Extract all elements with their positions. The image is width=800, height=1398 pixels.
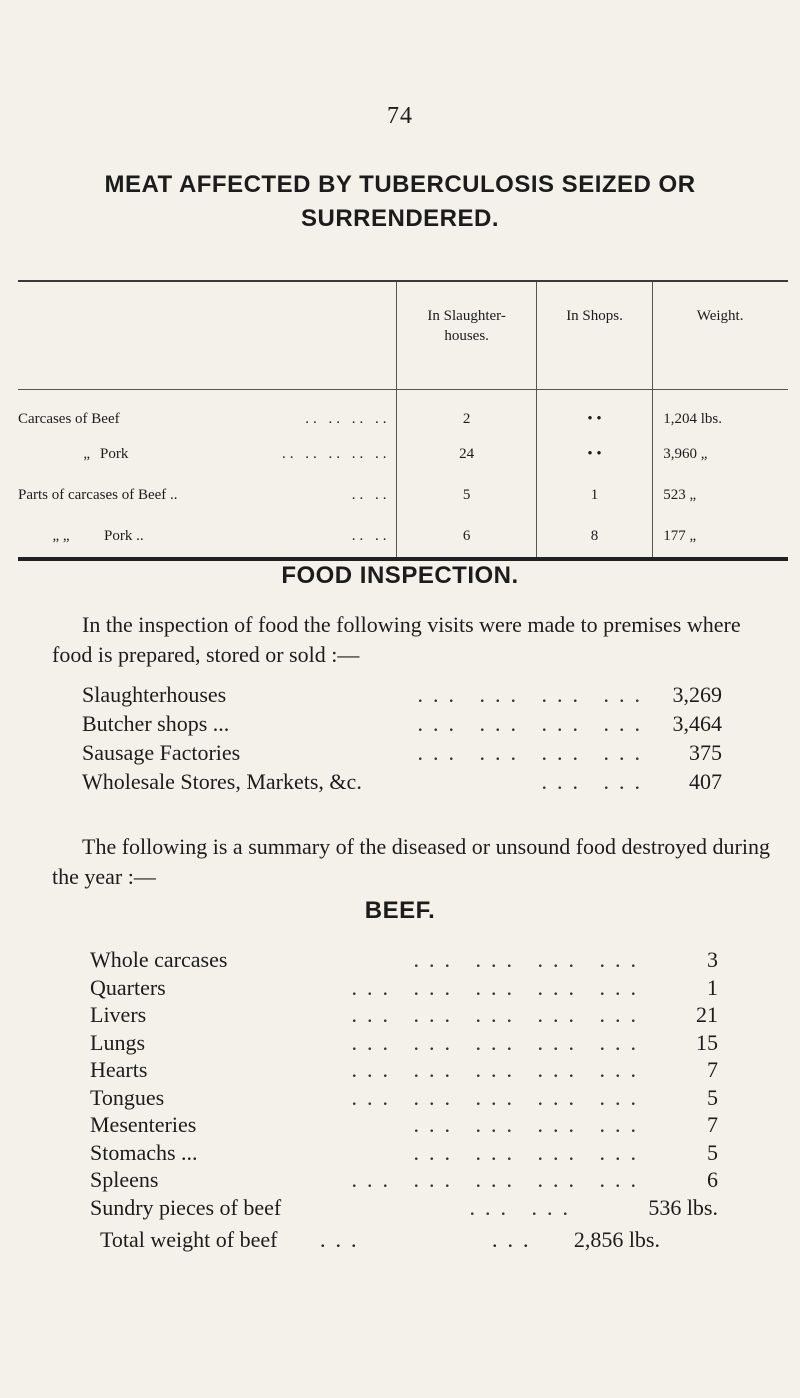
list-item <box>90 1084 718 1112</box>
page-title <box>0 168 800 236</box>
list-item <box>82 738 722 767</box>
list-item <box>90 974 718 1002</box>
leader-dots: .. .. .. .. .. <box>281 446 391 462</box>
visit-count: 3,464 <box>672 711 722 736</box>
item-label: Quarters <box>90 974 166 1000</box>
beef-list <box>90 946 718 1221</box>
visit-label: Butcher shops ... <box>82 711 230 736</box>
list-item <box>82 709 722 738</box>
item-label: Spleens <box>90 1167 159 1192</box>
page-number: 74 <box>387 103 413 129</box>
item-value: 21 <box>696 1002 718 1027</box>
item-label: Lungs <box>90 1029 145 1055</box>
list-item <box>90 1111 718 1139</box>
item-label: Sundry pieces of beef <box>90 1194 282 1220</box>
leader-dots: ... ... ... ... <box>413 1112 646 1137</box>
list-item <box>90 1056 718 1084</box>
cell-weight: 177 „ <box>653 516 788 559</box>
header-slaughterhouses: In Slaughter- houses. <box>397 281 536 390</box>
item-label: Hearts <box>90 1057 148 1082</box>
item-value: 3 <box>707 947 718 972</box>
cell-slaughterhouses: 2 <box>397 390 536 435</box>
leader-dots: .. .. <box>351 487 391 503</box>
cell-shops: 1 <box>536 475 652 516</box>
visits-list <box>82 680 722 796</box>
item-value: 1 <box>707 974 718 1000</box>
leader-dots: ... ... ... ... ... <box>351 974 646 1000</box>
header-label-cell <box>18 281 397 390</box>
leader-dots: ... ... <box>541 769 650 794</box>
list-item <box>90 1194 718 1222</box>
table-row <box>18 475 788 516</box>
leader-dots: ... ... ... ... ... <box>351 1029 646 1055</box>
item-value: 15 <box>696 1029 718 1055</box>
total-value: 2,856 lbs. <box>573 1227 660 1252</box>
row-label: Pork <box>100 446 129 462</box>
leader-dots: .. .. <box>351 528 391 544</box>
list-item <box>90 1139 718 1167</box>
cell-shops: • • <box>536 434 652 475</box>
section-title-food-inspection: FOOD INSPECTION. <box>281 562 519 589</box>
visit-count: 3,269 <box>672 682 722 707</box>
total-label: Total weight of beef <box>100 1227 278 1252</box>
title-line-1: MEAT AFFECTED BY TUBERCULOSIS SEIZED OR <box>104 171 696 198</box>
item-label: Stomachs ... <box>90 1139 198 1165</box>
list-item <box>82 680 722 709</box>
item-label: Whole carcases <box>90 947 228 972</box>
row-label: Carcases of Beef <box>18 410 120 427</box>
list-item <box>90 946 718 974</box>
item-value: 7 <box>707 1057 718 1082</box>
visit-label: Slaughterhouses <box>82 682 227 707</box>
cell-weight: 3,960 „ <box>653 434 788 475</box>
list-item <box>90 1001 718 1029</box>
section-title-beef: BEEF. <box>364 897 436 924</box>
cell-shops: 8 <box>536 516 652 559</box>
item-value: 536 lbs. <box>648 1194 718 1220</box>
item-value: 5 <box>707 1139 718 1165</box>
cell-weight: 1,204 lbs. <box>653 390 788 435</box>
cell-slaughterhouses: 5 <box>397 475 536 516</box>
row-label: Parts of carcases of Beef .. <box>18 487 178 503</box>
ditto-mark: „ „ <box>52 528 70 544</box>
leader-dots: .. .. .. .. <box>305 410 391 427</box>
header-shops: In Shops. <box>536 281 652 390</box>
cell-slaughterhouses: 6 <box>397 516 536 559</box>
table-row <box>18 516 788 559</box>
cell-shops: • • <box>536 390 652 435</box>
visit-count: 375 <box>689 740 722 765</box>
item-label: Mesenteries <box>90 1112 197 1137</box>
leader-dots: ... ... ... ... ... <box>351 1167 646 1192</box>
leader-dots: ... ... ... ... <box>417 740 650 765</box>
leader-dots: ... ... ... ... <box>417 682 650 707</box>
item-label: Tongues <box>90 1084 165 1110</box>
visit-count: 407 <box>689 769 722 794</box>
leader-dots: ... <box>492 1227 539 1252</box>
leader-dots: ... ... ... ... ... <box>351 1057 646 1082</box>
header-weight: Weight. <box>653 281 788 390</box>
leader-dots: ... <box>320 1227 367 1252</box>
item-value: 7 <box>707 1112 718 1137</box>
leader-dots: ... ... ... ... ... <box>351 1002 646 1027</box>
leader-dots: ... ... ... ... <box>417 711 650 736</box>
leader-dots: ... ... <box>469 1194 578 1220</box>
list-item <box>90 1029 718 1057</box>
visit-label: Sausage Factories <box>82 740 241 765</box>
leader-dots: ... ... ... ... <box>413 1139 646 1165</box>
cell-weight: 523 „ <box>653 475 788 516</box>
table-row <box>18 390 788 435</box>
cell-slaughterhouses: 24 <box>397 434 536 475</box>
title-line-2: SURRENDERED. <box>300 205 500 232</box>
table-row <box>18 434 788 475</box>
visit-label: Wholesale Stores, Markets, &c. <box>82 769 362 794</box>
leader-dots: ... ... ... ... ... <box>351 1084 646 1110</box>
item-value: 6 <box>707 1167 718 1192</box>
summary-paragraph: The following is a summary of the diseased or unsound food destroyed during the year :— <box>52 834 770 889</box>
leader-dots: ... ... ... ... <box>413 947 646 972</box>
list-item <box>90 1166 718 1194</box>
table-header-row <box>18 281 788 390</box>
item-value: 5 <box>707 1084 718 1110</box>
list-item <box>82 767 722 796</box>
row-label: Pork .. <box>104 528 144 544</box>
intro-paragraph: In the inspection of food the following visits were made to premises where food is prepared, stored or sold :— <box>52 612 741 667</box>
seizure-table <box>18 280 788 561</box>
ditto-mark: „ <box>83 446 90 462</box>
item-label: Livers <box>90 1002 147 1027</box>
